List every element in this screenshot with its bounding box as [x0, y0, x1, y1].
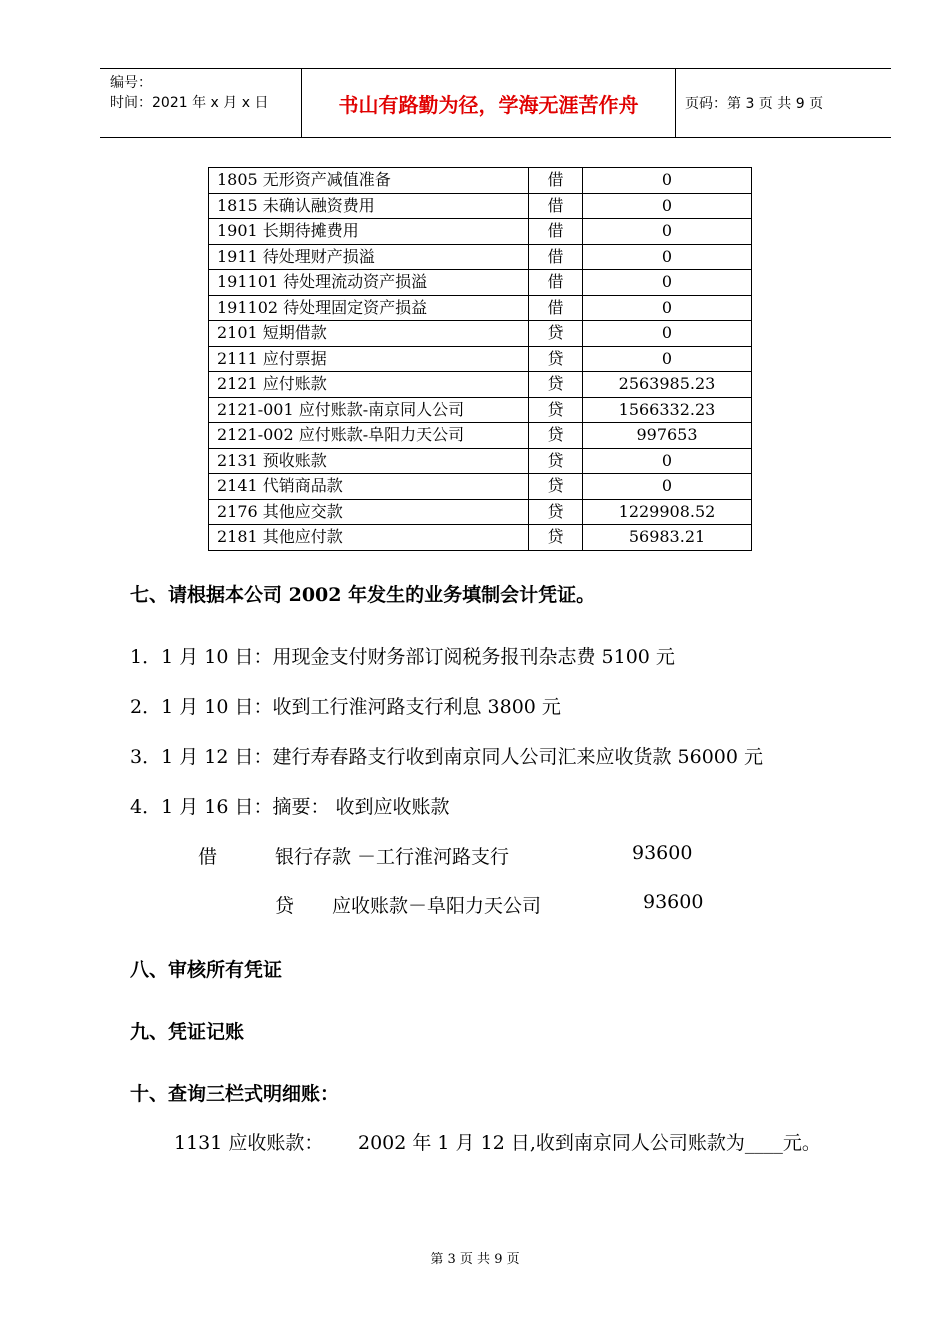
direction-cell: 贷	[529, 346, 583, 372]
account-name-cell: 2101 短期借款	[209, 321, 529, 347]
direction-cell: 贷	[529, 448, 583, 474]
table-row	[209, 270, 752, 296]
ledger-query-question: 2002 年 1 月 12 日,收到南京同人公司账款为____元。	[358, 1132, 821, 1154]
table-row	[209, 525, 752, 551]
account-name-cell: 2121-002 应付账款-阜阳力天公司	[209, 423, 529, 449]
balance-cell: 0	[583, 270, 752, 296]
account-name-cell: 191102 待处理固定资产损益	[209, 295, 529, 321]
balance-cell: 0	[583, 219, 752, 245]
task-item-1: 1．1 月 10 日：用现金支付财务部订阅税务报刊杂志费 5100 元	[130, 646, 675, 668]
direction-cell: 借	[529, 244, 583, 270]
balance-cell: 0	[583, 474, 752, 500]
direction-cell: 借	[529, 295, 583, 321]
account-balance-table	[208, 167, 752, 551]
balance-cell: 1229908.52	[583, 499, 752, 525]
table-row	[209, 423, 752, 449]
direction-cell: 贷	[529, 397, 583, 423]
section-10-title: 十、查询三栏式明细账：	[130, 1083, 340, 1105]
balance-cell: 0	[583, 295, 752, 321]
account-name-cell: 2121 应付账款	[209, 372, 529, 398]
table-row	[209, 346, 752, 372]
balance-cell: 997653	[583, 423, 752, 449]
page-footer: 第 3 页 共 9 页	[430, 1252, 520, 1267]
direction-cell: 贷	[529, 525, 583, 551]
account-name-cell: 2141 代销商品款	[209, 474, 529, 500]
direction-cell: 贷	[529, 474, 583, 500]
header-meta	[110, 73, 268, 113]
table-row	[209, 168, 752, 194]
account-name-cell: 2176 其他应交款	[209, 499, 529, 525]
balance-cell: 56983.21	[583, 525, 752, 551]
credit-amount: 93600	[643, 891, 704, 913]
balance-cell: 2563985.23	[583, 372, 752, 398]
header-page-info: 页码：第 3 页 共 9 页	[685, 96, 824, 112]
task-item-4: 4．1 月 16 日：摘要： 收到应收账款	[130, 796, 450, 818]
direction-cell: 贷	[529, 423, 583, 449]
account-name-cell: 2131 预收账款	[209, 448, 529, 474]
task-item-3: 3．1 月 12 日：建行寿春路支行收到南京同人公司汇来应收货款 56000 元	[130, 746, 763, 768]
header-number: 编号：	[110, 75, 152, 91]
debit-amount: 93600	[632, 842, 693, 864]
direction-cell: 借	[529, 193, 583, 219]
balance-cell: 0	[583, 168, 752, 194]
account-name-cell: 1805 无形资产减值准备	[209, 168, 529, 194]
direction-cell: 贷	[529, 321, 583, 347]
account-name-cell: 191101 待处理流动资产损溢	[209, 270, 529, 296]
balance-cell: 0	[583, 448, 752, 474]
table-row	[209, 295, 752, 321]
credit-label: 贷	[275, 895, 295, 917]
balance-cell: 0	[583, 244, 752, 270]
direction-cell: 贷	[529, 372, 583, 398]
table-row	[209, 397, 752, 423]
page-header	[100, 68, 891, 138]
account-name-cell: 2181 其他应付款	[209, 525, 529, 551]
ledger-query-account: 1131 应收账款：	[174, 1132, 324, 1154]
account-name-cell: 1911 待处理财产损溢	[209, 244, 529, 270]
debit-account: 银行存款 －工行淮河路支行	[275, 846, 510, 868]
table-row	[209, 448, 752, 474]
section-7-title: 七、请根据本公司 2002 年发生的业务填制会计凭证。	[130, 584, 596, 606]
balance-cell: 0	[583, 346, 752, 372]
header-motto: 书山有路勤为径，学海无涯苦作舟	[338, 92, 639, 117]
section-9-title: 九、凭证记账	[130, 1021, 245, 1043]
credit-account: 应收账款－阜阳力天公司	[332, 895, 542, 917]
table-row	[209, 244, 752, 270]
task-item-2: 2．1 月 10 日：收到工行淮河路支行利息 3800 元	[130, 696, 561, 718]
header-time: 时间：2021 年 x 月 x 日	[110, 95, 269, 111]
table-row	[209, 321, 752, 347]
balance-cell: 0	[583, 193, 752, 219]
header-divider	[675, 69, 676, 137]
direction-cell: 借	[529, 219, 583, 245]
account-name-cell: 2121-001 应付账款-南京同人公司	[209, 397, 529, 423]
table-row	[209, 219, 752, 245]
section-8-title: 八、审核所有凭证	[130, 959, 283, 981]
account-name-cell: 1901 长期待摊费用	[209, 219, 529, 245]
table-row	[209, 193, 752, 219]
account-name-cell: 2111 应付票据	[209, 346, 529, 372]
balance-cell: 1566332.23	[583, 397, 752, 423]
direction-cell: 借	[529, 168, 583, 194]
direction-cell: 借	[529, 270, 583, 296]
direction-cell: 贷	[529, 499, 583, 525]
table-row	[209, 499, 752, 525]
account-name-cell: 1815 未确认融资费用	[209, 193, 529, 219]
table-row	[209, 474, 752, 500]
table-row	[209, 372, 752, 398]
debit-label: 借	[198, 846, 218, 868]
balance-cell: 0	[583, 321, 752, 347]
